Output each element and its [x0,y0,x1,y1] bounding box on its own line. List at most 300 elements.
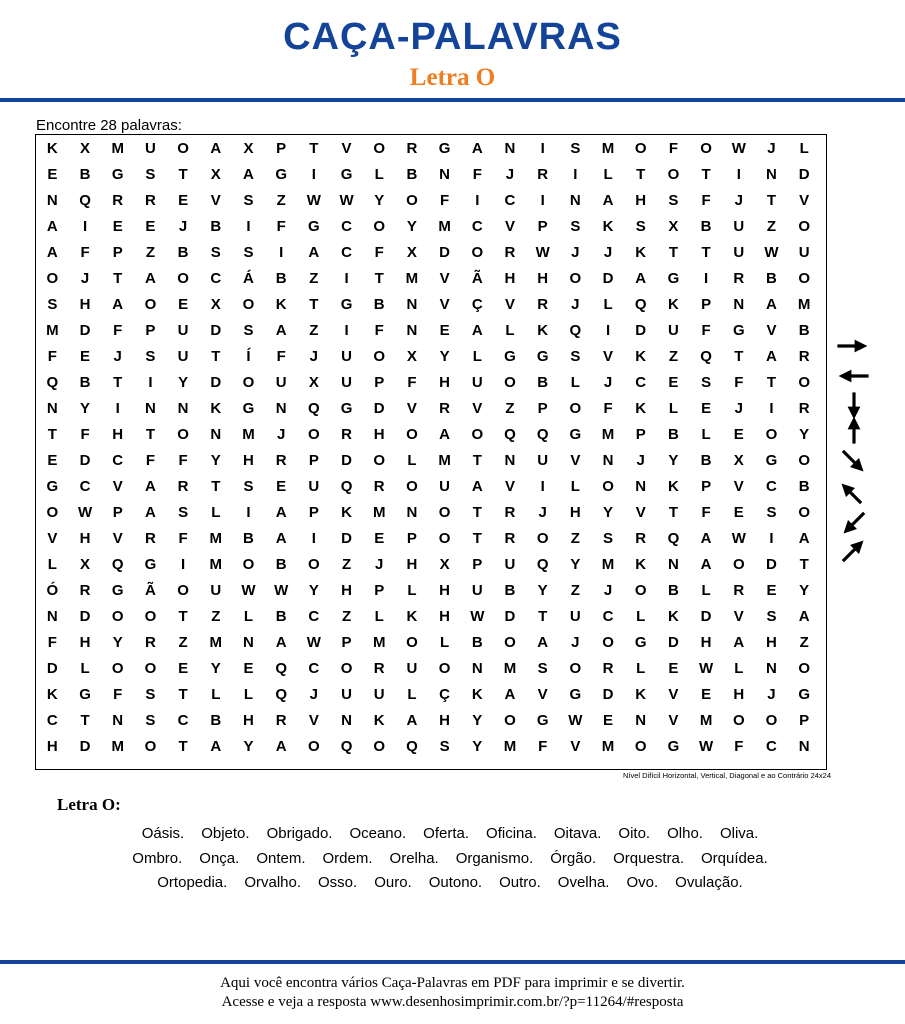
footer-line: Aqui você encontra vários Caça-Palavras em PDF para imprimir e se divertir. [220,975,685,991]
grid-cell: R [537,296,549,313]
grid-cell: A [537,634,549,651]
word-item: Onça. [199,849,240,867]
word-list [60,822,840,896]
grid-cell: V [733,608,744,625]
grid-cell: O [177,270,189,287]
grid-cell: T [472,530,482,547]
grid-cell: I [540,192,545,209]
grid-cell: Z [799,634,809,651]
grid-row [36,344,826,370]
grid-cell: M [405,270,419,287]
grid-cell: W [568,712,583,729]
grid-cell: O [438,660,451,677]
grid-cell: T [472,452,482,469]
grid-cell: G [798,686,810,703]
grid-cell: A [471,478,483,495]
grid-cell: N [177,400,189,417]
grid-cell: O [406,634,418,651]
grid-row [36,136,826,162]
grid-cell: P [374,582,385,599]
grid-cell: M [111,738,124,755]
grid-cell: F [440,192,450,209]
grid-cell: C [308,608,320,625]
grid-cell: H [766,634,777,651]
grid-cell: H [112,426,124,443]
grid-cell: E [178,660,189,677]
word-item: Osso. [318,874,358,891]
grid-cell: U [504,556,516,573]
grid-cell: B [700,452,712,469]
grid-cell: O [798,504,810,521]
grid-cell: V [439,296,450,313]
word-search-grid [35,134,827,770]
grid-cell: A [439,426,451,443]
grid-row [36,630,826,656]
grid-cell: P [799,712,810,729]
grid-cell: X [439,556,450,573]
grid-cell: Q [79,192,91,209]
footer-link-line: Acesse e veja a resposta www.desenhosimprimir.com.br/?p=11264/#resposta [221,994,684,1010]
grid-cell: M [797,296,811,313]
grid-row [36,474,826,500]
grid-cell: J [309,686,319,703]
grid-cell: P [472,556,483,573]
grid-cell: K [635,556,647,573]
grid-cell: V [766,322,777,339]
grid-cell: R [504,244,516,261]
grid-cell: O [373,140,386,157]
grid-cell: O [111,660,124,677]
grid-cell: I [573,166,578,183]
grid-cell: C [341,218,352,235]
grid-cell: X [406,348,417,365]
grid-cell: S [603,530,614,547]
grid-cell: F [668,140,678,157]
grid-cell: G [144,556,157,573]
grid-cell: M [372,634,386,651]
grid-cell: M [601,556,615,573]
grid-cell: Y [210,452,221,469]
grid-cell: O [144,738,157,755]
grid-cell: D [373,400,385,417]
grid-cell: W [764,244,779,261]
grid-cell: J [309,348,319,365]
grid-cell: H [733,686,745,703]
grid-cell: S [178,504,189,521]
grid-cell: N [635,712,647,729]
grid-cell: C [308,660,320,677]
grid-cell: B [504,582,516,599]
grid-cell: Y [374,192,385,209]
grid-cell: F [538,738,548,755]
grid-cell: K [471,686,483,703]
grid-cell: V [537,686,548,703]
grid-row [36,240,826,266]
grid-cell: O [569,400,582,417]
grid-cell: M [242,426,255,443]
word-item: Outono. [428,874,483,891]
grid-cell: G [275,166,287,183]
grid-cell: R [439,400,451,417]
grid-cell: L [374,166,384,183]
grid-cell: R [275,452,287,469]
grid-cell: F [178,530,188,547]
grid-cell: Ó [46,582,59,599]
grid-cell: R [798,348,810,365]
grid-cell: T [178,738,188,755]
grid-cell: G [79,686,91,703]
grid-cell: Q [667,530,680,547]
grid-cell: N [243,634,254,651]
grid-cell: J [113,348,122,365]
grid-cell: S [243,244,254,261]
word-item: Oito. [618,825,651,842]
grid-cell: R [504,504,516,521]
grid-cell: Z [309,270,319,287]
grid-cell: A [406,712,418,729]
grid-cell: R [537,166,549,183]
word-item: Ortopedia. [157,874,228,891]
grid-cell: Y [439,348,450,365]
grid-cell: U [471,582,483,599]
grid-cell: T [636,166,646,183]
grid-cell: L [243,608,254,625]
grid-cell: O [144,608,157,625]
grid-cell: P [112,244,123,261]
grid-cell: S [145,348,156,365]
grid-cell: J [571,634,580,651]
grid-cell: V [668,712,679,729]
grid-cell: O [308,738,320,755]
grid-cell: E [112,218,123,235]
grid-cell: E [668,660,679,677]
grid-cell: B [275,608,287,625]
grid-cell: A [46,244,58,261]
grid-cell: H [341,582,352,599]
grid-cell: G [634,634,647,651]
grid-cell: A [243,166,254,183]
grid-cell: T [309,140,319,157]
grid-cell: R [79,582,91,599]
grid-cell: O [634,140,647,157]
grid-cell: R [144,192,156,209]
word-item: Ordem. [322,849,373,867]
grid-cell: M [438,218,451,235]
grid-cell: N [210,426,222,443]
grid-cell: H [537,270,549,287]
grid-cell: L [211,686,221,703]
grid-cell: N [766,660,777,677]
grid-cell: Y [178,374,189,391]
grid-cell: Z [341,608,352,625]
grid-cell: T [734,348,744,365]
grid-cell: I [344,270,349,287]
grid-cell: W [699,738,714,755]
grid-cell: E [766,582,777,599]
grid-cell: A [798,608,810,625]
grid-cell: N [275,400,287,417]
grid-cell: N [504,140,516,157]
grid-cell: O [373,348,386,365]
grid-cell: H [439,712,451,729]
grid-cell: F [145,452,155,469]
grid-cell: T [668,244,678,261]
grid-cell: C [471,218,483,235]
grid-cell: O [242,296,255,313]
grid-cell: Q [340,478,353,495]
grid-cell: B [766,270,777,287]
footer [0,974,905,1012]
grid-cell: F [113,322,123,339]
word-item: Orquestra. [613,849,684,867]
grid-cell: V [668,686,679,703]
grid-cell: N [798,738,810,755]
grid-cell: F [47,348,57,365]
grid-cell: O [242,556,255,573]
grid-cell: Y [308,582,319,599]
grid-cell: O [602,634,614,651]
grid-cell: T [701,166,711,183]
grid-cell: V [504,478,515,495]
grid-cell: O [340,660,353,677]
grid-cell: O [46,504,59,521]
grid-cell: D [700,608,712,625]
grid-cell: F [178,452,188,469]
grid-cell: V [635,504,646,521]
grid-cell: M [503,660,517,677]
word-item: Oásis. [141,825,185,842]
grid-cell: A [733,634,745,651]
grid-cell: Ã [144,582,156,599]
grid-cell: I [246,218,251,235]
grid-cell: F [734,738,744,755]
grid-cell: Ã [471,270,483,287]
grid-row [36,578,826,604]
grid-cell: V [439,270,450,287]
grid-cell: O [373,218,386,235]
grid-cell: D [210,374,222,391]
grid-cell: Y [570,556,581,573]
grid-row [36,370,826,396]
grid-cell: Q [111,556,124,573]
grid-cell: M [699,712,713,729]
grid-cell: V [112,530,123,547]
grid-cell: B [667,426,679,443]
grid-cell: F [374,244,384,261]
grid-cell: N [406,504,418,521]
grid-cell: F [80,244,90,261]
grid-cell: J [571,296,580,313]
grid-cell: O [373,738,386,755]
grid-cell: J [734,400,743,417]
grid-row [36,162,826,188]
grid-cell: R [112,192,124,209]
grid-cell: E [47,166,58,183]
grid-cell: L [636,608,646,625]
grid-cell: E [47,452,58,469]
grid-cell: I [311,530,316,547]
grid-cell: Q [504,426,516,443]
grid-cell: E [178,192,189,209]
grid-cell: Z [178,634,188,651]
grid-cell: L [374,608,384,625]
grid-cell: J [571,244,580,261]
grid-cell: O [406,426,418,443]
grid-cell: B [79,166,91,183]
grid-cell: F [47,634,57,651]
grid-cell: D [439,244,451,261]
grid-cell: Q [308,400,320,417]
grid-cell: S [570,218,581,235]
grid-cell: W [731,530,746,547]
grid-cell: K [635,400,647,417]
grid-cell: G [667,270,680,287]
grid-cell: M [601,738,615,755]
grid-cell: Y [472,738,483,755]
grid-cell: K [373,712,385,729]
grid-cell: K [341,504,352,521]
grid-cell: M [209,530,223,547]
grid-cell: C [210,270,222,287]
grid-cell: D [667,634,679,651]
grid-cell: P [374,374,385,391]
grid-cell: O [471,426,484,443]
grid-cell: O [308,556,320,573]
word-item: Obrigado. [266,825,333,842]
grid-cell: C [177,712,189,729]
grid-cell: R [504,530,516,547]
grid-cell: Y [80,400,91,417]
grid-cell: Á [243,270,254,287]
grid-cell: U [569,608,581,625]
grid-cell: C [341,244,352,261]
grid-cell: Y [668,452,679,469]
grid-cell: B [406,166,418,183]
grid-cell: S [243,192,254,209]
grid-cell: E [439,322,450,339]
words-heading: Letra O: [57,795,121,814]
grid-cell: S [570,140,581,157]
grid-row [36,214,826,240]
grid-cell: O [242,374,255,391]
grid-cell: T [374,270,384,287]
grid-cell: F [113,686,123,703]
grid-cell: N [341,712,352,729]
grid-cell: M [601,426,615,443]
word-list-line [60,871,840,896]
grid-cell: A [144,270,156,287]
grid-cell: U [275,374,287,391]
grid-cell: L [668,400,678,417]
grid-cell: H [439,608,451,625]
grid-cell: J [767,140,776,157]
grid-cell: Y [537,582,548,599]
grid-row [36,188,826,214]
grid-cell: H [439,374,451,391]
grid-cell: E [733,504,744,521]
grid-cell: O [798,270,810,287]
word-list-line [60,847,840,872]
grid-cell: O [569,270,582,287]
grid-cell: I [311,166,316,183]
grid-cell: A [112,296,124,313]
grid-cell: S [145,166,156,183]
grid-cell: I [475,192,480,209]
grid-cell: Y [603,504,614,521]
grid-cell: G [111,166,124,183]
grid-cell: Z [341,556,352,573]
grid-cell: A [275,322,287,339]
grid-cell: Z [766,218,777,235]
grid-cell: M [438,452,451,469]
grid-cell: S [439,738,450,755]
grid-cell: G [667,738,680,755]
grid-cell: E [80,348,91,365]
grid-cell: A [798,530,810,547]
grid-cell: T [80,712,90,729]
grid-cell: R [144,634,156,651]
grid-row [36,266,826,292]
grid-cell: L [505,322,515,339]
grid-cell: V [341,140,352,157]
grid-cell: A [602,192,614,209]
grid-cell: G [536,712,549,729]
grid-cell: A [471,140,483,157]
grid-cell: U [733,218,745,235]
grid-cell: A [144,504,156,521]
grid-cell: U [471,374,483,391]
grid-cell: V [406,400,417,417]
grid-cell: U [798,244,810,261]
grid-cell: V [472,400,483,417]
grid-cell: V [504,218,515,235]
grid-cell: Í [246,348,251,365]
grid-cell: J [375,556,384,573]
grid-row [36,682,826,708]
grid-cell: I [769,530,774,547]
grid-cell: K [667,478,679,495]
grid-cell: K [635,686,647,703]
grid-cell: O [798,374,810,391]
grid-cell: R [602,660,614,677]
up-left-arrow-icon [846,488,860,502]
grid-cell: A [308,244,320,261]
grid-cell: G [340,166,353,183]
grid-cell: G [46,478,59,495]
grid-cell: N [439,166,451,183]
word-item: Olho. [667,825,703,842]
grid-cell: O [406,478,418,495]
grid-cell: L [701,582,711,599]
grid-cell: V [210,192,221,209]
word-item: Ontem. [256,849,306,867]
grid-cell: A [700,530,712,547]
grid-cell: T [145,426,155,443]
grid-cell: C [504,192,516,209]
grid-cell: H [79,530,91,547]
grid-cell: O [602,478,614,495]
grid-cell: R [635,530,647,547]
grid-cell: H [243,452,254,469]
grid-cell: B [275,556,287,573]
up-right-arrow-icon [844,545,859,560]
grid-cell: D [798,166,810,183]
grid-cell: R [733,270,745,287]
grid-cell: H [373,426,385,443]
grid-cell: O [634,738,647,755]
grid-cell: H [569,504,581,521]
grid-cell: S [145,712,156,729]
